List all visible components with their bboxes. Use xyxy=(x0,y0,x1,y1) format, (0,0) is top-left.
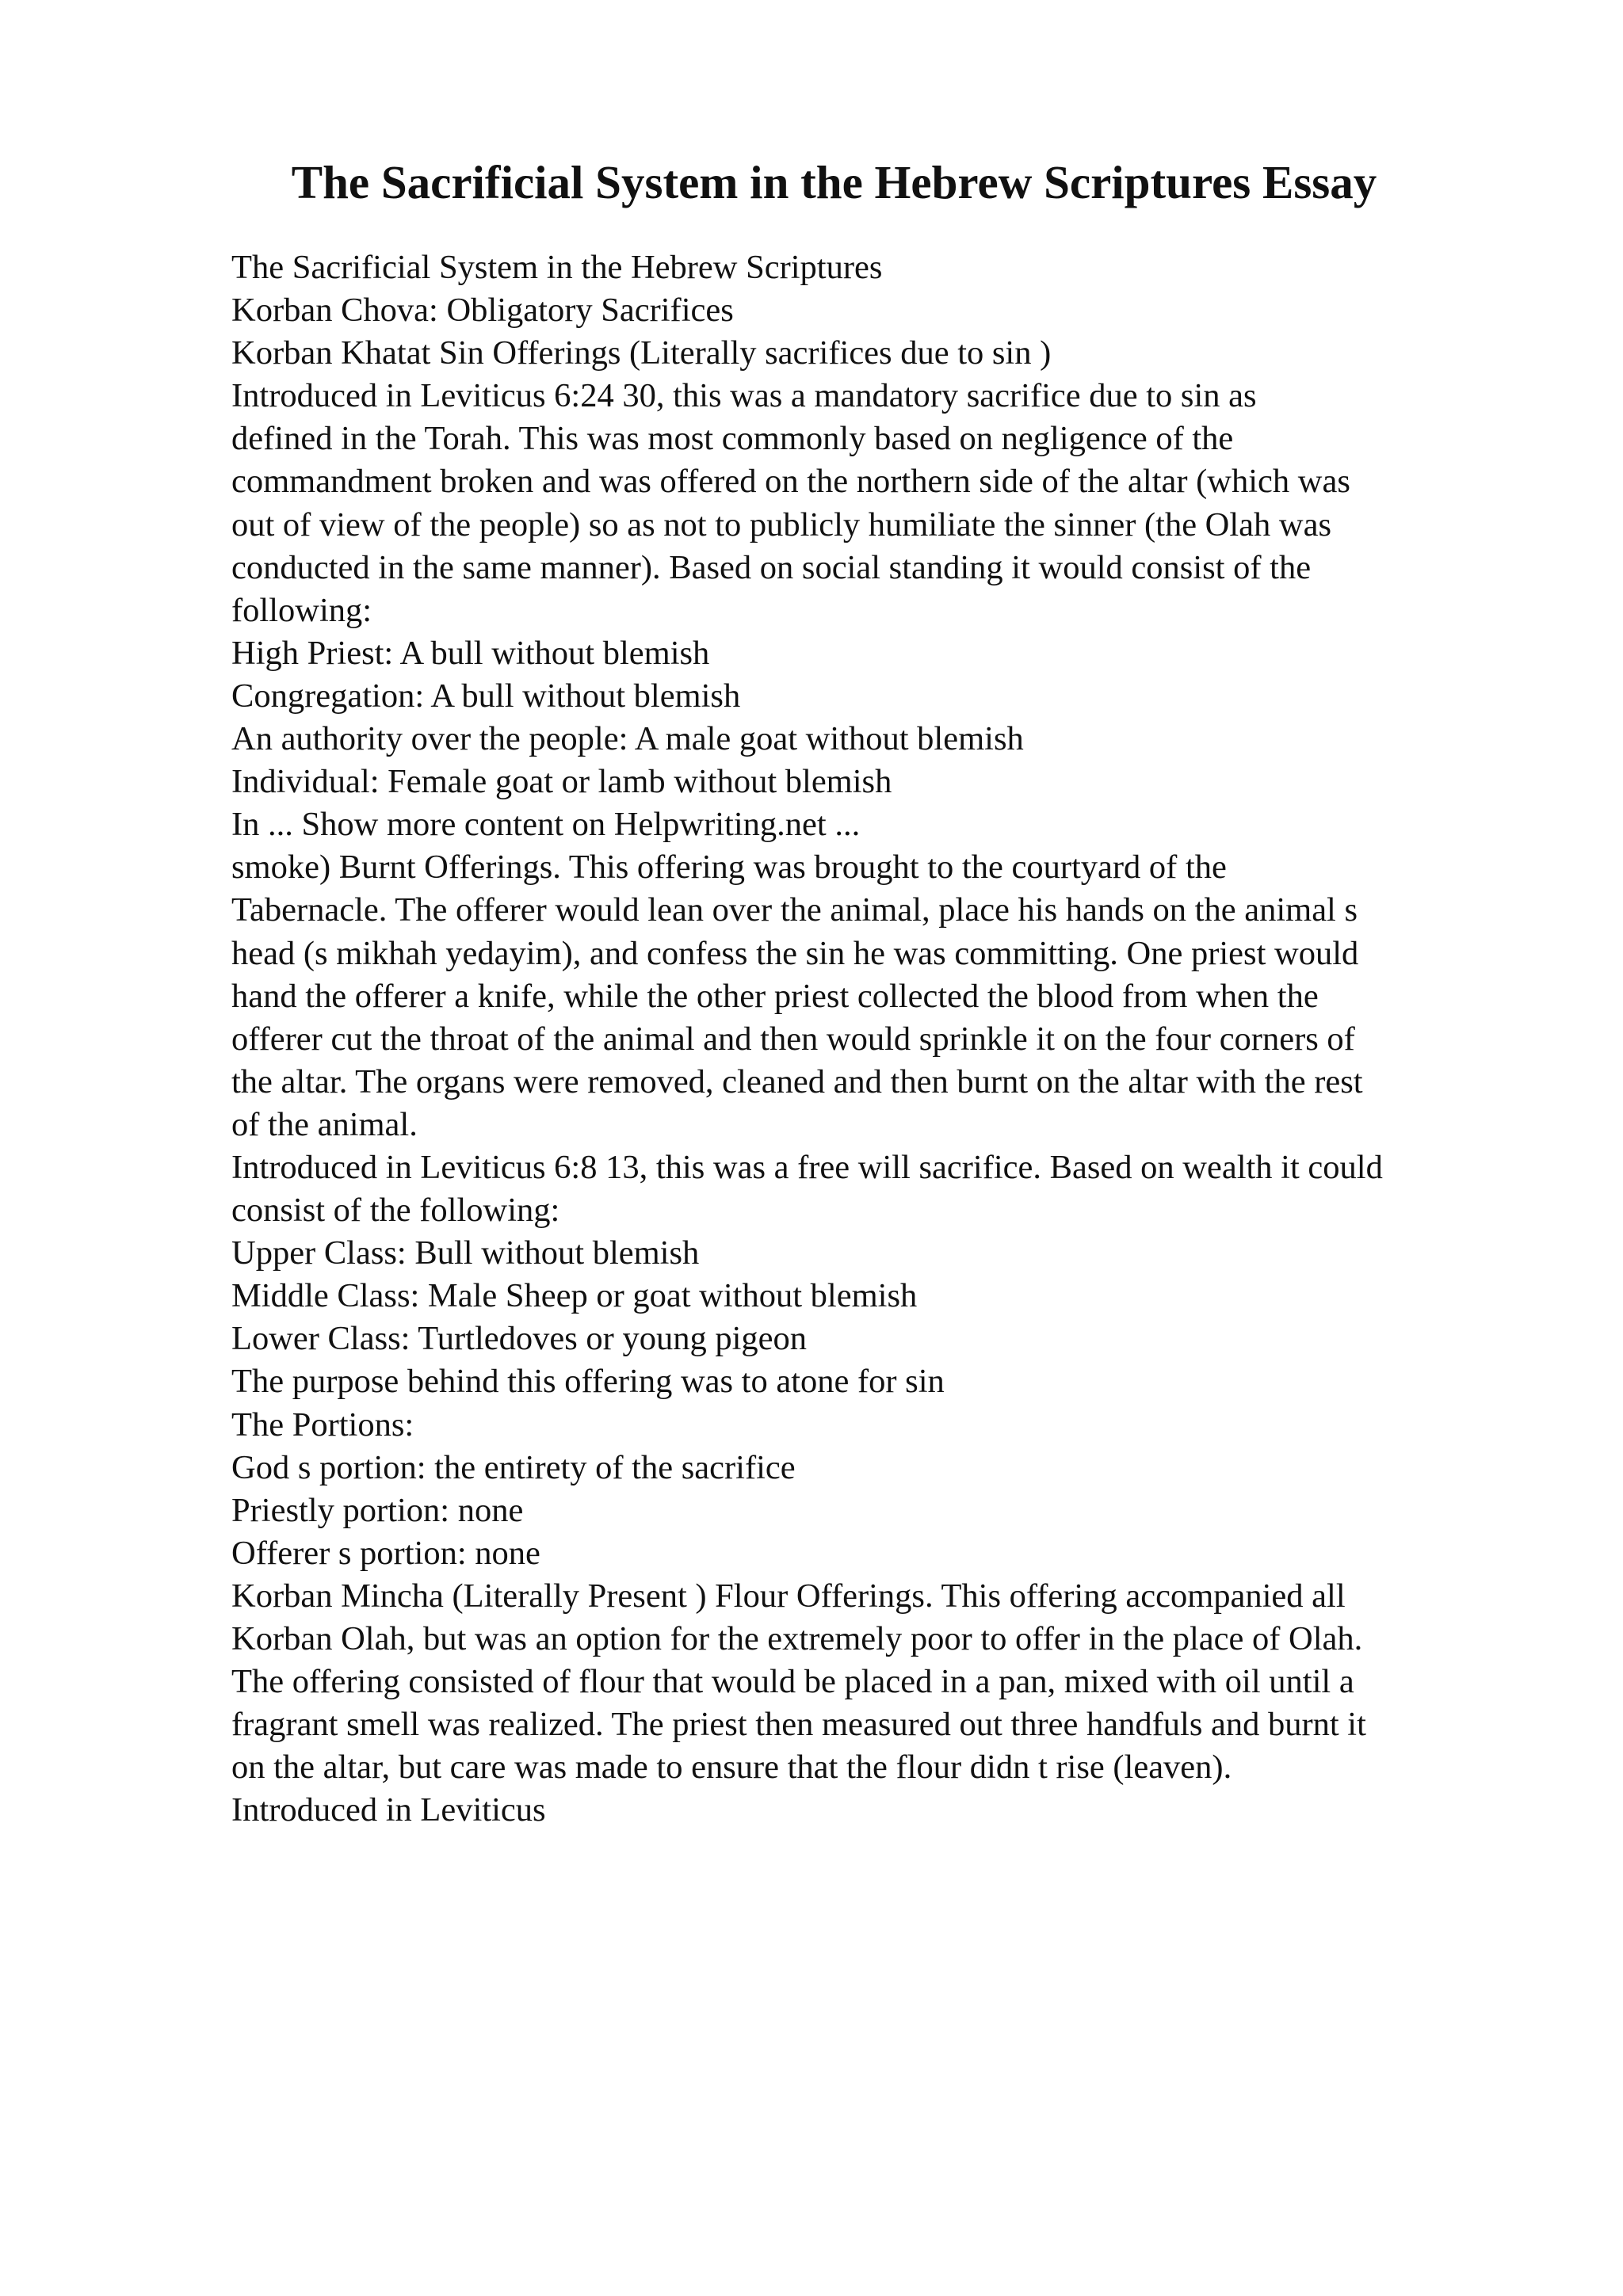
text-line: head (s mikhah yedayim), and confess the sin he was committing. One priest would xyxy=(231,934,1359,972)
text-line: Introduced in Leviticus 6:8 13, this was a free will sacrifice. Based on wealth it could xyxy=(231,1148,1383,1186)
document-title: The Sacrificial System in the Hebrew Scriptures Essay xyxy=(291,156,1377,208)
text-line: Middle Class: Male Sheep or goat without blemish xyxy=(231,1277,918,1315)
text-line: Korban Mincha (Literally Present ) Flour Offerings. This offering accompanied all xyxy=(231,1577,1346,1615)
text-line: conducted in the same manner). Based on social standing it would consist of the xyxy=(231,548,1312,586)
text-line: Lower Class: Turtledoves or young pigeon xyxy=(231,1320,808,1358)
text-line: Priestly portion: none xyxy=(231,1491,524,1529)
text-line: Korban Olah, but was an option for the extremely poor to offer in the place of Olah. xyxy=(231,1620,1363,1657)
text-line: Upper Class: Bull without blemish xyxy=(231,1234,700,1272)
text-line: out of view of the people) so as not to publicly humiliate the sinner (the Olah was xyxy=(231,505,1332,543)
text-line: Offerer s portion: none xyxy=(231,1534,540,1572)
text-line: of the animal. xyxy=(231,1105,418,1143)
text-line: In ... Show more content on Helpwriting.net ... xyxy=(231,806,861,844)
text-line: High Priest: A bull without blemish xyxy=(231,634,710,672)
text-line: commandment broken and was offered on the northern side of the altar (which was xyxy=(231,463,1350,501)
text-line: on the altar, but care was made to ensure that the flour didn t rise (leaven). xyxy=(231,1749,1232,1787)
text-line: Introduced in Leviticus xyxy=(231,1791,546,1829)
text-line: fragrant smell was realized. The priest then measured out three handfuls and burnt it xyxy=(231,1706,1366,1744)
text-line: Congregation: A bull without blemish xyxy=(231,677,741,715)
text-line: hand the offerer a knife, while the other priest collected the blood from when the xyxy=(231,977,1319,1015)
document-body xyxy=(231,246,1579,1832)
text-line: smoke) Burnt Offerings. This offering was brought to the courtyard of the xyxy=(231,849,1227,887)
text-line: offerer cut the throat of the animal and then would sprinkle it on the four corners of xyxy=(231,1020,1355,1058)
text-line: Korban Khatat Sin Offerings (Literally sacrifices due to sin ) xyxy=(231,334,1052,372)
text-line: defined in the Torah. This was most commonly based on negligence of the xyxy=(231,420,1234,458)
text-line: Korban Chova: Obligatory Sacrifices xyxy=(231,292,734,330)
text-line: Introduced in Leviticus 6:24 30, this was a mandatory sacrifice due to sin as xyxy=(231,377,1257,415)
text-line: An authority over the people: A male goat without blemish xyxy=(231,720,1024,758)
text-line: God s portion: the entirety of the sacrifice xyxy=(231,1448,796,1486)
text-line: The purpose behind this offering was to atone for sin xyxy=(231,1363,945,1401)
text-line: Tabernacle. The offerer would lean over the animal, place his hands on the animal s xyxy=(231,891,1358,929)
text-line: The offering consisted of flour that would be placed in a pan, mixed with oil until a xyxy=(231,1663,1354,1701)
text-line: consist of the following: xyxy=(231,1192,560,1230)
text-line: following: xyxy=(231,591,372,629)
text-line: Individual: Female goat or lamb without blemish xyxy=(231,763,892,801)
text-line: the altar. The organs were removed, cleaned and then burnt on the altar with the rest xyxy=(231,1062,1363,1100)
text-line: The Portions: xyxy=(231,1405,414,1444)
text-line: The Sacrificial System in the Hebrew Scriptures xyxy=(231,249,883,286)
